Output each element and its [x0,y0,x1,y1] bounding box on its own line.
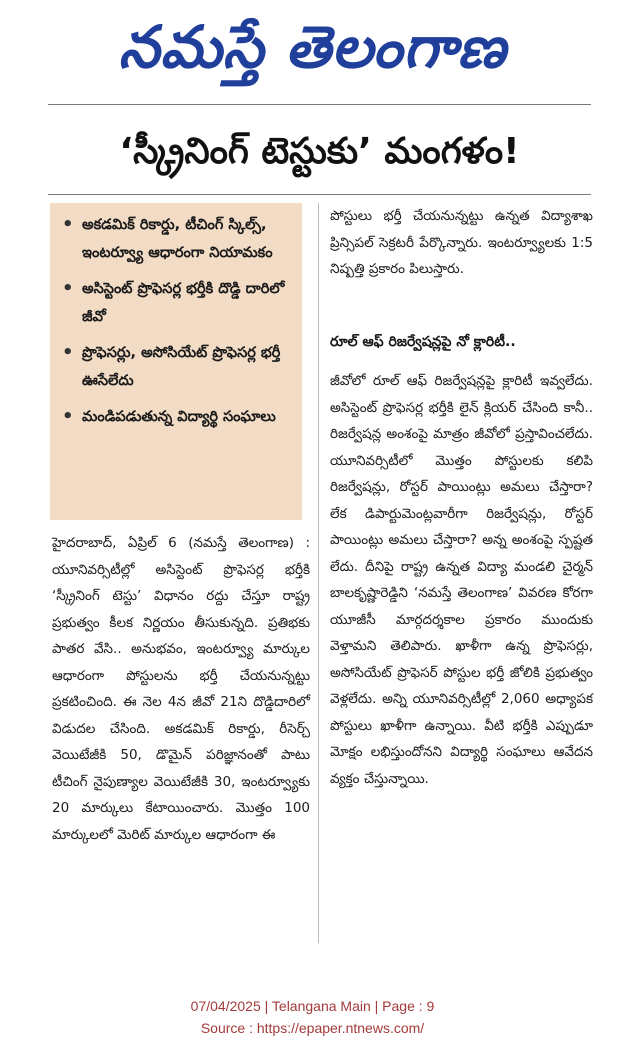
top-rule [48,104,591,105]
footer-source-link[interactable]: Source : https://epaper.ntnews.com/ [200,1020,425,1036]
highlight-text: అకడమిక్ రికార్డు, టీచింగ్ స్కిల్స్, ఇంటర్వ్యూ ఆధారంగా నియామకం [82,217,273,261]
highlight-text: ప్రొఫెసర్లు, అసోసియేట్ ప్రొఫెసర్ల భర్తీ ఊసేలేదు [82,345,281,389]
highlight-text: మండిపడుతున్న విద్యార్థి సంఘాలు [82,409,276,425]
bullet-icon: • [62,406,74,427]
headline: ‘స్క్రీనింగ్ టెస్టుకు’ మంగళం! [119,131,520,172]
masthead-logo: నమస్తే తెలంగాణ [118,13,507,81]
highlight-item [60,211,296,267]
bullet-icon: • [62,214,74,235]
highlight-text: అసిస్టెంట్ ప్రొఫెసర్ల భర్తీకి దొడ్డి దారిలో జీవో [82,281,285,325]
highlight-item [60,275,296,331]
highlights-box [50,203,302,520]
article-body-right-top: పోస్టులు భర్తీ చేయనున్నట్టు ఉన్నత విద్యాశాఖ ప్రిన్సిపల్ సెక్రటరీ పేర్కొన్నారు. ఇంటర్వ్యూలకు 1:5 నిష్పత్తి ప్రకారం పిలుస్తారు. [330,208,593,277]
bullet-icon: • [62,342,74,363]
subheading: రూల్ ఆఫ్ రిజర్వేషన్లపై నో క్లారిటీ.. [330,334,516,350]
column-divider [318,203,319,943]
footer-date-page: 07/04/2025 | Telangana Main | Page : 9 [190,998,435,1014]
article-body-right: జీవోలో రూల్ ఆఫ్ రిజర్వేషన్లపై క్లారిటీ ఇవ్వలేదు. అసిస్టెంట్ ప్రొఫెసర్ల భర్తీకి లైన్ క్లియర్ చేసింది కానీ.. రిజర్వేషన్ల అంశంపై మాత్రం జీవోలో ప్రస్తావించలేదు. యూనివర్సిటీలో మొత్తం పోస్టులకు కలిపి రిజర్వేషన్లు, రోస్టర్ పాయింట్లు అమలు చేస్తారా? లేక డిపార్టుమెంట్లవారీగా రిజర్వేషన్లు, రోస్టర్ పాయింట్లు అమలు చేస్తారా? అన్న అంశంపై స్పష్టత లేదు. దీనిపై రాష్ట్ర ఉన్నత విద్యా మండలి చైర్మన్ బాలకృష్ణారెడ్డిని ‘నమస్తే తెలంగాణ’ వివరణ కోరగా యూజీసీ మార్గదర్శకాల ప్రకారం ముందుకు వెళ్తామని తెలిపారు. ఖాళీగా ఉన్న ప్రొఫెసర్లు, అసోసియేట్ ప్రొఫెసర్ పోస్టుల భర్తీ జోలికి ప్రభుత్వం వెళ్లలేదు. అన్ని యూనివర్సిటీల్లో 2,060 అధ్యాపక పోస్టులు ఖాళీగా ఉన్నాయి. వీటి భర్తీకి ఎప్పుడూ మోక్షం లభిస్తుందోనని విద్యార్థి సంఘాలు ఆవేదన వ్యక్తం చేస్తున్నాయి. [330,373,593,787]
headline-rule [48,194,591,195]
highlight-item [60,403,296,431]
highlight-item [60,339,296,395]
article-body-left: హైదరాబాద్, ఏప్రిల్ 6 (నమస్తే తెలంగాణ) : యూనివర్సిటీల్లో అసిస్టెంట్ ప్రొఫెసర్ల భర్తీకి ‘స్క్రీనింగ్ టెస్టు’ విధానం రద్దు చేస్తూ రాష్ట్ర ప్రభుత్వం కీలక నిర్ణయం తీసుకున్నది. ప్రతిభకు పాతర వేసి.. అనుభవం, ఇంటర్వ్యూ మార్కుల ఆధారంగా పోస్టులను భర్తీ చేయనున్నట్టు ప్రకటించింది. ఈ నెల 4న జీవో 21ని దొడ్డిదారిలో విడుదల చేసింది. అకడమిక్ రికార్డు, రీసెర్చ్ వెయిటేజీకి 50, డొమైన్ పరిజ్ఞానంతో పాటు టీచింగ్ నైపుణ్యాల వెయిటేజీకి 30, ఇంటర్వ్యూకు 20 మార్కులు కేటాయించారు. మొత్తం 100 మార్కులలో మెరిట్ మార్కుల ఆధారంగా ఈ [52,535,310,843]
bullet-icon: • [62,278,74,299]
